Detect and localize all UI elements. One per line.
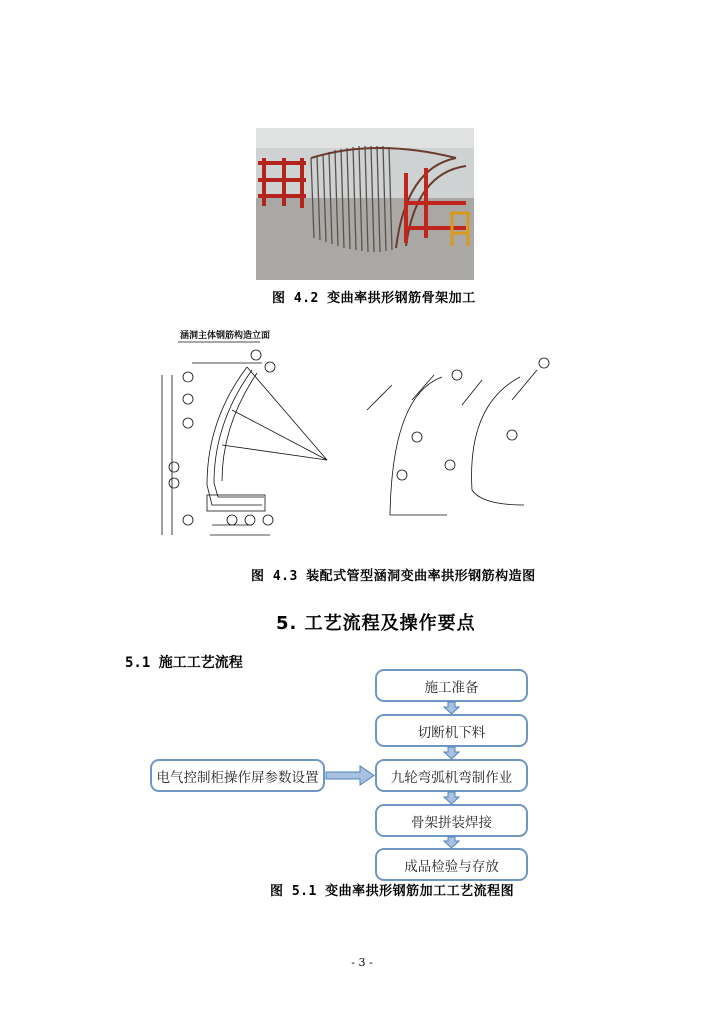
flow-step-inspection: 成品检验与存放 bbox=[375, 848, 528, 881]
arrow-down-4 bbox=[444, 837, 459, 848]
arrow-down-1 bbox=[444, 702, 459, 714]
section-heading: 5. 工艺流程及操作要点 bbox=[276, 613, 476, 634]
figure-5-1-caption: 图 5.1 变曲率拱形钢筋加工工艺流程图 bbox=[270, 884, 515, 899]
arrow-down-3 bbox=[444, 792, 459, 804]
drawing-title: 涵洞主体钢筋构造立面 bbox=[180, 331, 271, 341]
figure-4-2-caption: 图 4.2 变曲率拱形钢筋骨架加工 bbox=[272, 291, 476, 306]
figure-4-3-caption: 图 4.3 装配式管型涵洞变曲率拱形钢筋构造图 bbox=[251, 569, 536, 584]
arrow-down-2 bbox=[444, 747, 459, 759]
flow-step-welding: 骨架拼装焊接 bbox=[375, 804, 528, 837]
page-number: - 3 - bbox=[351, 956, 373, 969]
flow-step-preparation: 施工准备 bbox=[375, 669, 528, 702]
arrow-right bbox=[326, 766, 374, 785]
flow-step-bending: 九轮弯弧机弯制作业 bbox=[375, 759, 528, 792]
flow-side-input: 电气控制柜操作屏参数设置 bbox=[150, 759, 325, 792]
flow-step-cutting: 切断机下料 bbox=[375, 714, 528, 747]
subsection-heading: 5.1 施工工艺流程 bbox=[125, 655, 243, 671]
